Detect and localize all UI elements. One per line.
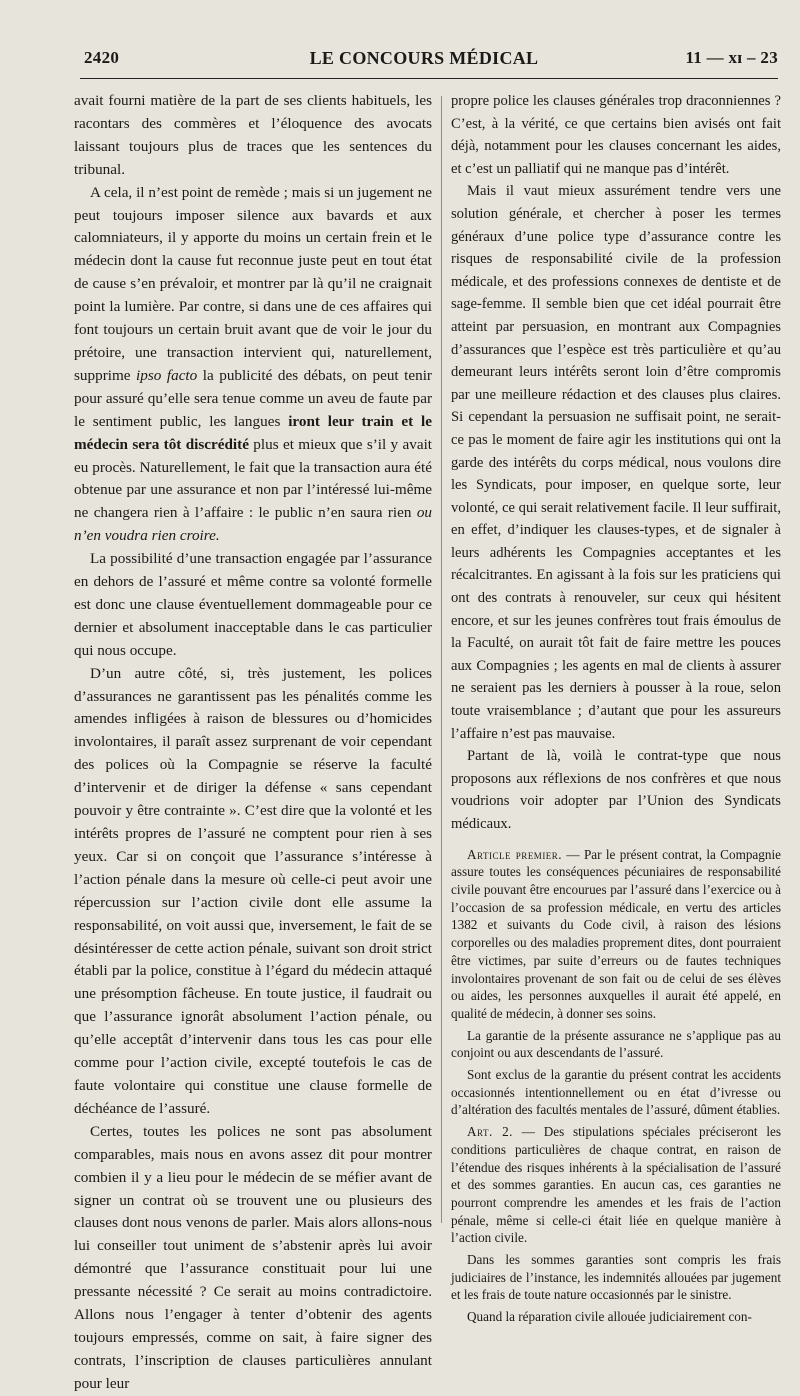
paragraph: Certes, toutes les polices ne sont pas absolument comparables, mais nous en avons assez dit pour montrer combien il y a lieu pour le médecin de se méfier avant de signer un contrat où se trouvent une ou plusieurs des clauses dont nous venons de parler. Mais alors allons-nous lui conseiller tout uniment de s’abstenir après lui avoir démontré que l’assurance constituait pour lui une pressante nécessité ? Ce serait au moins contradictoire. Allons nous l’engager à tenter d’obtenir des agents toujours empressés, comme on sait, à faire signer des contrats, l’inscription de clauses particulières annulant pour leur (74, 1122, 432, 1392)
paragraph: Partant de là, voilà le contrat-type que nous proposons aux réflexions de nos confrères et que nous voudrions voir adopter par l’Union des Syndicats médicaux. (451, 748, 781, 832)
issue-date: 11 — xɪ – 23 (685, 48, 778, 67)
paragraph: avait fourni matière de la part de ses clients habituels, les racontars des commères et l’éloquence des avocats laissant toujours plus de traces que les sentences du tribunal. (74, 92, 432, 178)
contract-clause: Dans les sommes garanties sont compris les frais judiciaires de l’instance, les indemnités allouées par jugement et les frais de toute nature occasionnés par le sinistre. (451, 1252, 781, 1303)
article-1: Article premier. — Par le présent contrat, la Compagnie assure toutes les conséquences pécuniaires de responsabilité civile pouvant être encourues par l’assuré dans l’exercice ou à l’occasion de sa profession médicale, en vertu des articles 1382 et suivants du Code civil, à raison des lésions corporelles ou des maladies proprement dites, dont pourraient être victimes, par suite d’erreurs ou de fautes techniques involontaires provenant de son fait ou de celui de ses élèves ou aides, les personnes auxquelles il aurait été appelé, en qualité de médecin, à donner ses soins. (451, 846, 781, 1021)
italic-phrase: ou n’en voudra rien croire. (74, 504, 432, 545)
contract-clause: Quand la réparation civile allouée judiciairement con- (467, 1309, 752, 1325)
left-column (74, 90, 433, 1392)
page-number: 2420 (84, 48, 120, 67)
header-rule (80, 78, 778, 79)
paragraph: A cela, il n’est point de remède ; mais si un jugement ne peut toujours imposer silence aux bavards et aux calomniateurs, il y apporte du moins un certain frein et le médecin dont la cause fut reconnue juste peut en tout état de cause s’en prévaloir, et montrer par là qu’il ne craignait point la lumière. Par contre, si dans une de ces affaires qui font toujours un certain bruit avant que de voir le jour du prétoire, une transaction intervient qui, naturellement, supprime ipso facto la publicité des débats, on peut tenir pour assuré qu’elle sera tenue comme un aveu de faute par le sentiment public, les langues iront leur train et le médecin sera tôt discrédité plus et mieux que s’il y avait eu procès. Naturellement, le fait que la transaction aura été obtenue par une assurance et non par l’intéressé lui-même ne changera rien à l’affaire : le public n’en saura rien ou n’en voudra rien croire. (74, 183, 433, 545)
journal-title: LE CONCOURS MÉDICAL (309, 48, 539, 68)
paragraph: D’un autre côté, si, très justement, les polices d’assurances ne garantissent pas les pénalités comme les amendes infligées à raison de blessures ou d’homicides involontaires, il paraît assez surprenant de voir cependant des polices où la Compagnie se réserve la faculté d’intervenir et de diriger la défense « sans cependant pouvoir y être contrainte ». C’est dire que la volonté et les intérêts propres de l’assuré ne comptent pour rien à ses yeux. Car si on conçoit que l’assurance s’intéresse à l’action pénale dans la mesure où celle-ci peut avoir une répercussion sur l’action civile dont elle assume la responsabilité, on voit aussi que, inversement, le fait de se désintéresser de cette action pénale, suivant son droit strict établi par la police, constitue à l’égard du médecin attaqué une présomption fâcheuse. En toute justice, il faudrait ou que l’assurance ignorât absolument l’action pénale, ou qu’elle acceptât d’intervenir dans tous les cas pour elle comme pour l’action civile, excepté toutefois le cas de faute volontaire qui constitue une clause formelle de déchéance de l’assuré. (74, 664, 432, 1117)
bold-phrase: iront leur train et le médecin sera tôt discrédité (74, 412, 432, 453)
paragraph: La possibilité d’une transaction engagée par l’assurance en dehors de l’assuré et même contre sa volonté formelle est donc une clause éventuellement dommageable pour ce dernier et absolument inacceptable dans le cas particulier qui nous occupe. (74, 550, 432, 659)
italic-phrase: ipso facto (136, 366, 198, 384)
article-2: Art. 2. — Des stipulations spéciales préciseront les conditions particulières de chaque contrat, en raison de l’étendue des risques inhérents à la spécialisation de l’assuré et des sommes garanties. En aucun cas, ces garanties ne pourront comprendre les amendes et les frais de l’action pénale, même si celle-ci était liée en quelque manière à l’action civile. (451, 1124, 782, 1246)
contract-clause: Sont exclus de la garantie du présent contrat les accidents occasionnés intentionnellement ou en état d’ivresse ou d’altération des facultés mentales de l’assuré, dûment établies. (451, 1067, 781, 1118)
paragraph: Mais il vaut mieux assurément tendre vers une solution générale, et chercher à poser les termes généraux d’une police type d’assurance contre les risques de responsabilité civile de la profession médicale, et des professions connexes de dentiste et de sage-femme. Il semble bien que cet idéal pourrait être atteint par persuasion, en montrant aux Compagnies d’assurances que l’espèce est très particulière et qu’au demeurant leurs intérêts seront loin d’être compromis par une meilleure rédaction et des clauses plus claires. Si cependant la persuasion ne suffisait point, ne serait-ce pas le moment de faire agir les institutions qui ont la garde des intérêts du corps médical, nous voulons dire les Syndicats, pour imposer, en quelque sorte, leur volonté, ce qui serait relativement facile. Il leur suffirait, en effet, d’indiquer les clauses-types, et de signaler à leurs adhérents les Compagnies acceptantes et les récalcitrantes. En agissant à la fois sur les praticiens qui ont des contrats à renouveler, sur ceux qui hésitent encore, et sur les jeunes confrères tout frais émoulus de la Faculté, on aurait tôt fait de faire mettre les pouces aux Compagnies ; les agents en mal de clients à assurer ne seraient pas les derniers à pousser à la roue, selon toute vraisemblance ; d’autant que pour les assureurs l’affaire n’est pas mauvaise. (451, 183, 781, 742)
contract-clause: La garantie de la présente assurance ne s’applique pas au conjoint ou aux descendants de l’assuré. (451, 1027, 781, 1061)
column-divider (441, 96, 442, 1223)
article-label: Art. 2. (467, 1124, 513, 1140)
article-label: Article premier. (467, 846, 563, 862)
right-column (451, 90, 782, 1325)
page-header (70, 48, 778, 74)
paragraph: propre police les clauses générales trop draconniennes ? C’est, à la vérité, ce que certains bien avisés ont fait déjà, notamment pour les clauses concernant les aides, et c’est un palliatif qui ne manque pas d’intérêt. (451, 93, 781, 177)
